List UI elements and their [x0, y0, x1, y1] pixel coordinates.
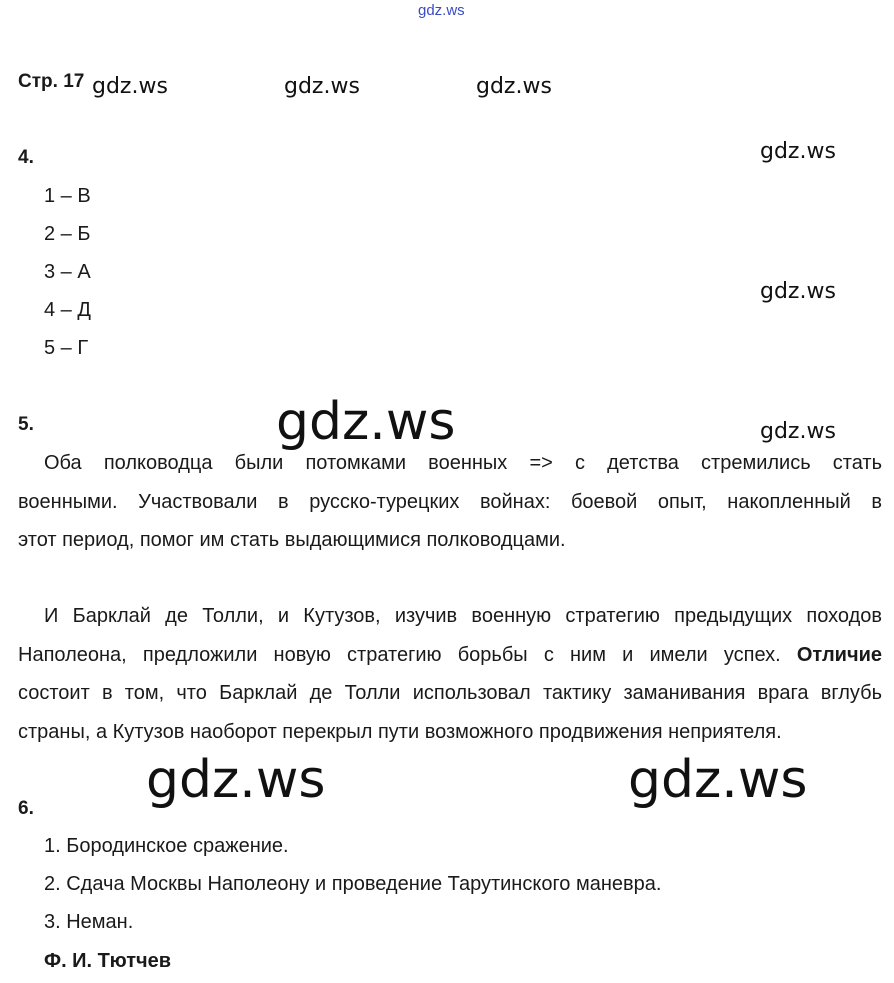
- watermark-large: gdz.ws: [276, 392, 456, 452]
- paragraph: [18, 444, 882, 560]
- answer-item: 1 – В: [44, 185, 91, 207]
- paragraph-line: состоит в том, что Барклай де Толли использовал тактику заманивания врага вглубь: [18, 682, 882, 704]
- paragraph-line: этот период, помог им стать выдающимися полководцами.: [18, 529, 566, 551]
- paragraph-line: И Барклай де Толли, и Кутузов, изучив военную стратегию предыдущих походов: [44, 605, 882, 627]
- answer-item: 5 – Г: [44, 337, 89, 359]
- task-number: 4.: [18, 147, 34, 168]
- answer-item: 3 – А: [44, 261, 91, 283]
- paragraph-line: Оба полководца были потомками военных => с детства стремились стать: [44, 452, 882, 474]
- paragraph-line: военными. Участвовали в русско-турецких войнах: боевой опыт, накопленный в: [18, 490, 882, 513]
- watermark-small: gdz.ws: [760, 139, 836, 164]
- answer-item: 2 – Б: [44, 223, 91, 245]
- author-heading: Ф. И. Тютчев: [44, 950, 172, 972]
- list-item: 2. Сдача Москвы Наполеону и проведение Тарутинского маневра.: [44, 873, 662, 895]
- paragraph-text: Наполеона, предложили новую стратегию борьбы с ним и имели успех.: [18, 643, 781, 666]
- task-number: 6.: [18, 798, 34, 819]
- list-item: 3. Неман.: [44, 911, 134, 933]
- watermark-small: gdz.ws: [760, 279, 836, 304]
- watermark-small: gdz.ws: [760, 419, 836, 444]
- watermark-small: gdz.ws: [476, 74, 552, 99]
- task-number: 5.: [18, 414, 34, 435]
- paragraph: [18, 597, 882, 751]
- paragraph-line: страны, а Кутузов наоборот перекрыл пути возможного продвижения неприятеля.: [18, 720, 782, 743]
- watermark-small: gdz.ws: [92, 74, 168, 99]
- page-label: Стр. 17: [18, 71, 85, 92]
- watermark-large: gdz.ws: [146, 750, 326, 810]
- watermark-large: gdz.ws: [628, 750, 808, 810]
- emphasis-text: Отличие: [796, 643, 882, 666]
- watermark-top: gdz.ws: [418, 2, 465, 19]
- answer-item: 4 – Д: [44, 299, 91, 321]
- list-item: 1. Бородинское сражение.: [44, 835, 289, 857]
- watermark-small: gdz.ws: [284, 74, 360, 99]
- paragraph-line: [18, 636, 882, 675]
